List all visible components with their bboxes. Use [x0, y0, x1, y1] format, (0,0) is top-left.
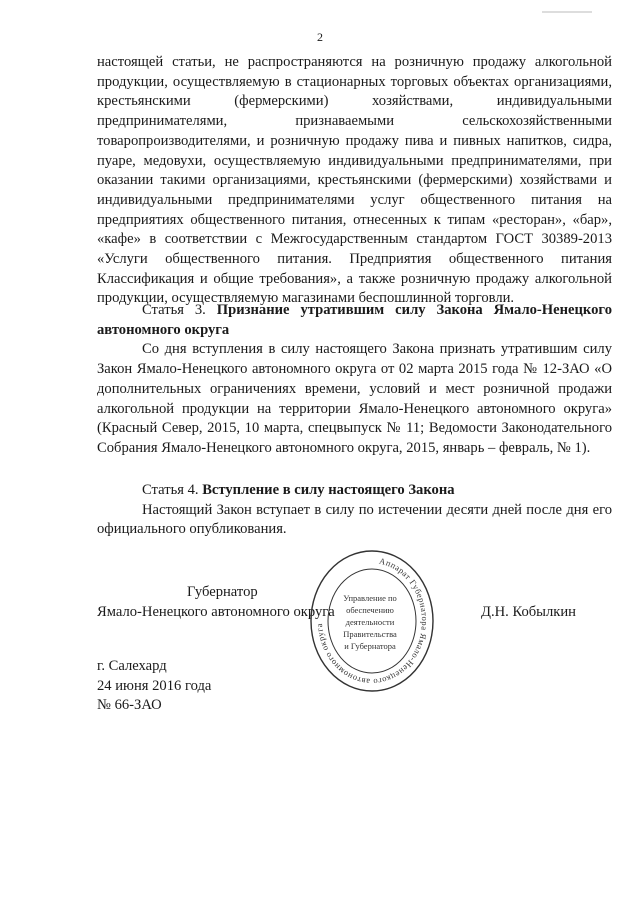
seal-line: деятельности	[345, 617, 395, 627]
place-date-block	[97, 657, 211, 716]
governor-name: Д.Н. Кобылкин	[481, 604, 576, 620]
seal-line: обеспечению	[346, 605, 394, 615]
article-3-heading	[97, 301, 612, 340]
governor-title: Губернатор	[187, 584, 258, 600]
article-3-body: Со дня вступления в силу настоящего Закона признать утратившим силу Закон Ямало-Ненецкого автономного округа от 02 марта 2015 года № 12-ЗАО «О дополнительных ограничениях времени, условий и мест розничной продажи алкогольной продукции на территории Ямало-Ненецкого автономного округа» (Красный Север, 2015, 10 марта, спецвыпуск № 11; Ведомости Законодательного Собрания Ямало-Ненецкого автономного округа, 2015, январь – февраль, № 1).	[97, 341, 612, 456]
article-3-title: Признание утратившим силу Закона Ямало-Ненецкого автономного округа	[97, 302, 612, 338]
article-4-prefix: Статья 4.	[142, 482, 199, 498]
seal-line: Управление по	[343, 593, 397, 603]
seal-line: и Губернатора	[344, 641, 396, 651]
place-city: г. Салехард	[97, 658, 167, 674]
governor-region: Ямало-Ненецкого автономного округа	[97, 604, 335, 620]
article-4-heading	[97, 481, 612, 501]
seal-ring-text: Аппарат Губернатора Ямало-Ненецкого автономного округа	[313, 555, 430, 688]
scan-artifact	[542, 0, 592, 2]
article-4-body: Настоящий Закон вступает в силу по истечении десяти дней после дня его официального опубликования.	[97, 501, 612, 538]
law-number: № 66-ЗАО	[97, 697, 162, 714]
article-4-title: Вступление в силу настоящего Закона	[202, 482, 455, 498]
seal-line: Правительства	[343, 629, 397, 639]
article-4	[97, 481, 612, 540]
official-seal	[307, 547, 437, 695]
article2-continuation	[97, 53, 612, 309]
paragraph-text: настоящей статьи, не распространяются на розничную продажу алкогольной продукции, осуществляемую в стационарных торговых объектах организациями, крестьянскими (фермерскими) хозяйствами, индивидуальными предпринимателями, признаваемыми сельскохозяйственными товаропроизводителями, и розничную продажу пива и пивных напитков, сидра, пуаре, медовухи, осуществляемую индивидуальными предпринимателями, при оказании такими организациями, крестьянскими (фермерскими) хозяйствами и индивидуальными предпринимателями услуг общественного питания на предприятиях общественного питания, отнесенных к типам «ресторан», «бар», «кафе» в соответствии с Межгосударственным стандартом ГОСТ 30389-2013 «Услуги общественного питания. Предприятия общественного питания Классификация и общие требования», а также розничную продажу алкогольной продукции, осуществляемую магазинами беспошлинной торговли.	[97, 54, 612, 307]
article-3	[97, 301, 612, 459]
article-3-prefix: Статья 3.	[142, 302, 206, 318]
page-number: 2	[317, 30, 323, 44]
law-date: 24 июня 2016 года	[97, 677, 212, 694]
